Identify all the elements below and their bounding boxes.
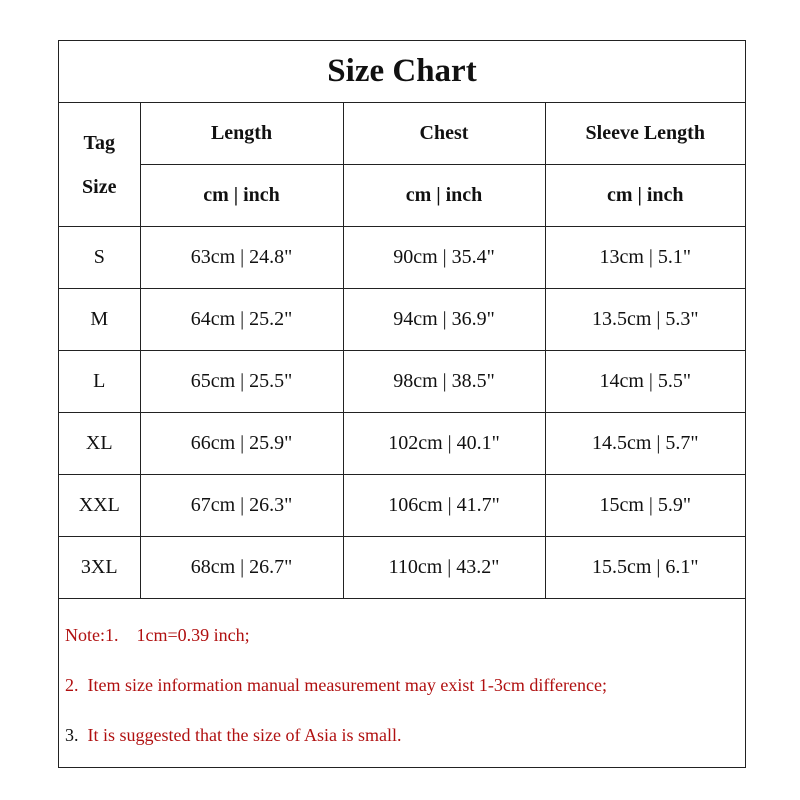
chest-cell: 106cm | 41.7" bbox=[343, 475, 545, 537]
size-label: Size bbox=[82, 175, 117, 198]
sleeve-cell: 14cm | 5.5" bbox=[545, 351, 745, 413]
chart-title: Size Chart bbox=[59, 41, 745, 103]
chest-cell: 98cm | 38.5" bbox=[343, 351, 545, 413]
size-cell: 3XL bbox=[59, 537, 140, 599]
header-sleeve: Sleeve Length bbox=[545, 103, 745, 165]
length-cell: 67cm | 26.3" bbox=[140, 475, 343, 537]
note-1: Note:1. 1cm=0.39 inch; bbox=[65, 625, 250, 645]
size-chart bbox=[58, 40, 746, 768]
size-cell: XXL bbox=[59, 475, 140, 537]
length-cell: 66cm | 25.9" bbox=[140, 413, 343, 475]
size-cell: M bbox=[59, 289, 140, 351]
tag-label: Tag bbox=[83, 131, 115, 154]
tag-size-header bbox=[59, 103, 140, 227]
length-cell: 63cm | 24.8" bbox=[140, 227, 343, 289]
note-3-number: 3. bbox=[65, 725, 79, 745]
size-cell: S bbox=[59, 227, 140, 289]
size-table bbox=[59, 41, 745, 599]
sleeve-cell: 13.5cm | 5.3" bbox=[545, 289, 745, 351]
chest-cell: 110cm | 43.2" bbox=[343, 537, 545, 599]
sleeve-cell: 13cm | 5.1" bbox=[545, 227, 745, 289]
table-row bbox=[59, 475, 745, 537]
sleeve-cell: 15cm | 5.9" bbox=[545, 475, 745, 537]
note-3 bbox=[65, 725, 401, 746]
sleeve-cell: 14.5cm | 5.7" bbox=[545, 413, 745, 475]
table-row bbox=[59, 413, 745, 475]
chest-cell: 94cm | 36.9" bbox=[343, 289, 545, 351]
chest-cell: 102cm | 40.1" bbox=[343, 413, 545, 475]
note-3-text: It is suggested that the size of Asia is small. bbox=[78, 725, 402, 745]
unit-chest: cm | inch bbox=[343, 165, 545, 227]
header-chest: Chest bbox=[343, 103, 545, 165]
table-row bbox=[59, 351, 745, 413]
length-cell: 64cm | 25.2" bbox=[140, 289, 343, 351]
table-row bbox=[59, 289, 745, 351]
table-row bbox=[59, 227, 745, 289]
header-length: Length bbox=[140, 103, 343, 165]
size-cell: XL bbox=[59, 413, 140, 475]
note-2: 2. Item size information manual measurement may exist 1-3cm difference; bbox=[65, 675, 607, 695]
sleeve-cell: 15.5cm | 6.1" bbox=[545, 537, 745, 599]
chest-cell: 90cm | 35.4" bbox=[343, 227, 545, 289]
length-cell: 65cm | 25.5" bbox=[140, 351, 343, 413]
unit-length: cm | inch bbox=[140, 165, 343, 227]
table-row bbox=[59, 537, 745, 599]
size-cell: L bbox=[59, 351, 140, 413]
unit-sleeve: cm | inch bbox=[545, 165, 745, 227]
length-cell: 68cm | 26.7" bbox=[140, 537, 343, 599]
